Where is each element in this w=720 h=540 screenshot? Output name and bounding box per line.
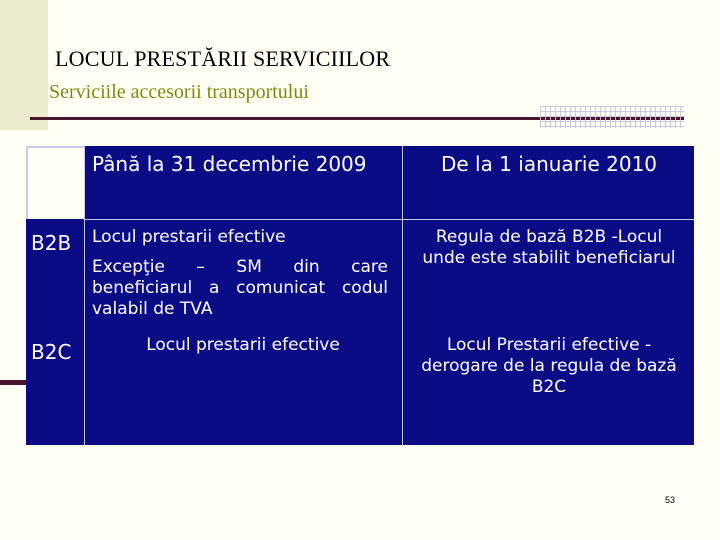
decorative-left-bar — [0, 0, 48, 130]
decorative-grid-pattern — [540, 106, 684, 128]
slide-title: LOCUL PRESTĂRII SERVICIILOR — [55, 46, 391, 71]
b2b-after: Regula de bază B2B -Locul unde este stabilit beneficiarul — [422, 227, 676, 268]
page-number: 53 — [665, 495, 676, 505]
table-corner-cell — [26, 146, 84, 219]
b2b-before-exception: Excepţie – SM din care beneficiarul a comunicat codul valabil de TVA — [92, 257, 388, 319]
b2c-after: Locul Prestarii efective - derogare de la regula de bază B2C — [421, 335, 677, 397]
comparison-table — [26, 146, 694, 445]
row-label-b2c: B2C — [31, 340, 72, 364]
header-from-2010: De la 1 ianuarie 2010 — [440, 152, 658, 176]
column-divider — [402, 146, 403, 445]
row-label-b2b: B2B — [31, 231, 72, 255]
decorative-left-line — [0, 380, 26, 385]
b2b-before-main: Locul prestarii efective — [92, 227, 286, 247]
slide-subtitle: Serviciile accesorii transportului — [49, 81, 309, 103]
column-divider — [84, 146, 85, 445]
header-before-2010: Până la 31 decembrie 2009 — [92, 152, 367, 176]
b2c-before: Locul prestarii efective — [146, 335, 340, 355]
row-divider — [84, 219, 694, 220]
